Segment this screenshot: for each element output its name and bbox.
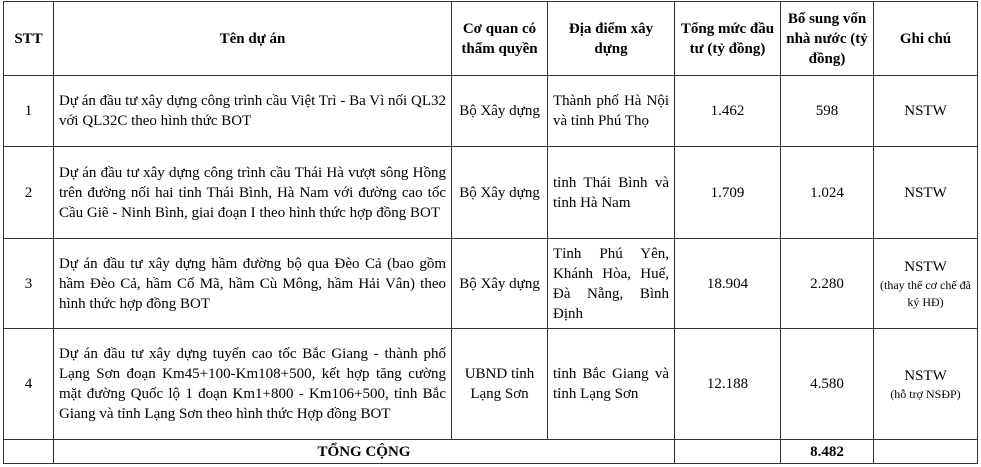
note-text: NSTW	[904, 367, 947, 384]
note-detail: (hỗ trợ NSĐP)	[890, 386, 961, 401]
state-capital-cell: 1.024	[781, 147, 874, 239]
stt-cell: 1	[4, 76, 54, 147]
note-cell	[874, 239, 978, 329]
authority-cell: Bộ Xây dựng	[452, 147, 548, 239]
header-stt: STT	[4, 2, 54, 76]
authority-cell: UBND tỉnh Lạng Sơn	[452, 329, 548, 440]
total-label: TỔNG CỘNG	[54, 440, 675, 464]
location-cell: tỉnh Bắc Giang và tỉnh Lạng Sơn	[548, 329, 675, 440]
authority-cell: Bộ Xây dựng	[452, 76, 548, 147]
project-name-cell: Dự án đầu tư xây dựng tuyến cao tốc Bắc Giang - thành phố Lạng Sơn đoạn Km45+100-Km108+500, kết hợp tăng cường mặt đường Quốc lộ 1 đoạn Km1+800 - Km106+500, tỉnh Bắc Giang và tỉnh Lạng Sơn theo hình thức Hợp đồng BOT	[54, 329, 452, 440]
project-name-cell: Dự án đầu tư xây dựng công trình cầu Việt Trì - Ba Vì nối QL32 với QL32C theo hình thức BOT	[54, 76, 452, 147]
note-text: NSTW	[904, 103, 947, 119]
location-cell: Tỉnh Phú Yên, Khánh Hòa, Huế, Đà Nẵng, Bình Định	[548, 239, 675, 329]
note-detail: (thay thế cơ chế đã ký HĐ)	[880, 277, 971, 309]
total-note-cell	[874, 440, 978, 464]
note-cell	[874, 147, 978, 239]
header-dia-diem: Địa điểm xây dựng	[548, 2, 675, 76]
total-investment-cell: 1.709	[675, 147, 781, 239]
header-ghi-chu: Ghi chú	[874, 2, 978, 76]
location-cell: Thành phố Hà Nội và tỉnh Phú Thọ	[548, 76, 675, 147]
table-row	[4, 329, 978, 440]
state-capital-cell: 4.580	[781, 329, 874, 440]
table-row	[4, 239, 978, 329]
stt-cell: 4	[4, 329, 54, 440]
total-stt-cell	[4, 440, 54, 464]
total-row	[4, 440, 978, 464]
table-row	[4, 76, 978, 147]
header-ten-du-an: Tên dự án	[54, 2, 452, 76]
stt-cell: 2	[4, 147, 54, 239]
total-investment-cell: 18.904	[675, 239, 781, 329]
location-cell: tỉnh Thái Bình và tỉnh Hà Nam	[548, 147, 675, 239]
table-row	[4, 147, 978, 239]
project-name-cell: Dự án đầu tư xây dựng hầm đường bộ qua Đèo Cả (bao gồm hầm Đèo Cả, hầm Cổ Mã, hầm Cù Mông, hầm Hải Vân) theo hình thức hợp đồng BOT	[54, 239, 452, 329]
project-name-cell: Dự án đầu tư xây dựng công trình cầu Thái Hà vượt sông Hồng trên đường nối hai tỉnh Thái Bình, Hà Nam với đường cao tốc Cầu Giẽ - Ninh Bình, giai đoạn I theo hình thức hợp đồng BOT	[54, 147, 452, 239]
total-investment-cell	[675, 440, 781, 464]
header-bo-sung: Bổ sung vốn nhà nước (tỷ đồng)	[781, 2, 874, 76]
header-tong-muc: Tổng mức đầu tư (tỷ đồng)	[675, 2, 781, 76]
state-capital-cell: 2.280	[781, 239, 874, 329]
note-cell	[874, 329, 978, 440]
note-text: NSTW	[904, 258, 947, 275]
header-co-quan: Cơ quan có thẩm quyền	[452, 2, 548, 76]
header-row	[4, 2, 978, 76]
state-capital-cell: 598	[781, 76, 874, 147]
total-investment-cell: 1.462	[675, 76, 781, 147]
note-cell	[874, 76, 978, 147]
total-investment-cell: 12.188	[675, 329, 781, 440]
total-state-capital: 8.482	[781, 440, 874, 464]
authority-cell: Bộ Xây dựng	[452, 239, 548, 329]
note-text: NSTW	[904, 184, 947, 201]
stt-cell: 3	[4, 239, 54, 329]
project-table	[3, 1, 978, 464]
